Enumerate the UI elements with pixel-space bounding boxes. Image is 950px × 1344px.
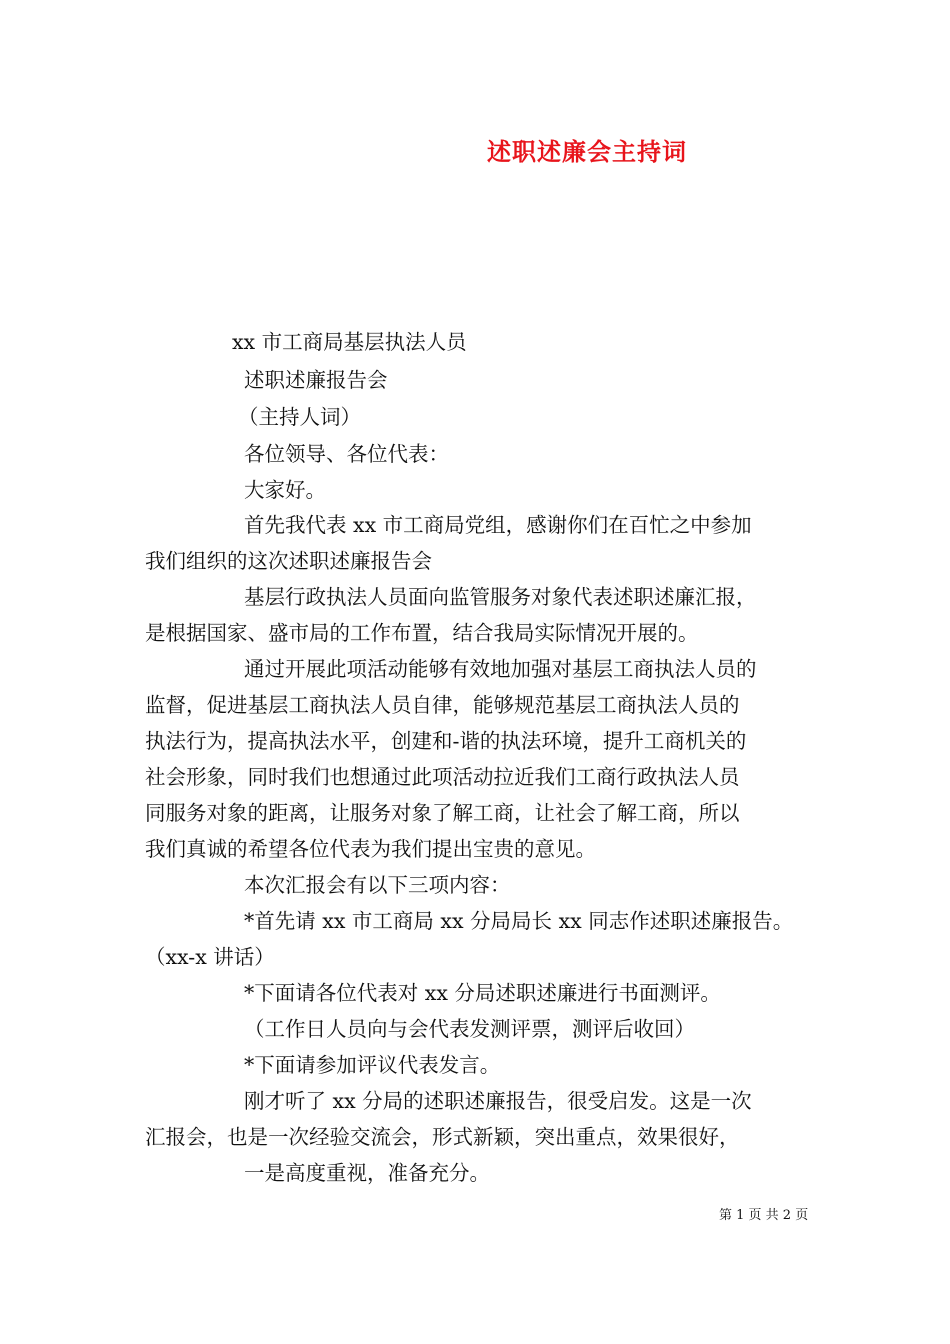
text-line: *首先请 xx 市工商局 xx 分局局长 xx 同志作述职述廉报告。	[244, 909, 794, 933]
text-line: 刚才听了 xx 分局的述职述廉报告，很受启发。这是一次	[244, 1089, 752, 1113]
text-line: 是根据国家、盛市局的工作布置，结合我局实际情况开展的。	[145, 621, 699, 645]
text-line: 我们组织的这次述职述廉报告会	[145, 549, 432, 573]
text-line: 监督，促进基层工商执法人员自律，能够规范基层工商执法人员的	[145, 693, 740, 717]
text-line: 我们真诚的希望各位代表为我们提出宝贵的意见。	[145, 837, 596, 861]
text-line: 大家好。	[244, 478, 326, 502]
text-line: （xx-x 讲话）	[145, 945, 275, 969]
text-line: 一是高度重视，准备充分。	[244, 1161, 490, 1185]
text-line: 通过开展此项活动能够有效地加强对基层工商执法人员的	[244, 657, 757, 681]
text-line: *下面请各位代表对 xx 分局述职述廉进行书面测评。	[244, 981, 721, 1005]
text-line: （主持人词）	[238, 405, 361, 429]
text-line: 基层行政执法人员面向监管服务对象代表述职述廉汇报，	[244, 585, 757, 609]
text-line: 执法行为，提高执法水平，创建和-谐的执法环境，提升工商机关的	[145, 729, 747, 753]
text-line: 述职述廉报告会	[244, 368, 388, 392]
text-line: 首先我代表 xx 市工商局党组，感谢你们在百忙之中参加	[244, 513, 752, 537]
text-line: 本次汇报会有以下三项内容：	[244, 873, 511, 897]
document-title: 述职述廉会主持词	[487, 138, 687, 166]
text-line: xx 市工商局基层执法人员	[232, 330, 467, 354]
text-line: 汇报会，也是一次经验交流会，形式新颖，突出重点，效果很好，	[145, 1125, 740, 1149]
page-number: 第 1 页 共 2 页	[719, 1208, 809, 1223]
text-line: 各位领导、各位代表：	[244, 442, 449, 466]
text-line: 同服务对象的距离，让服务对象了解工商，让社会了解工商，所以	[145, 801, 740, 825]
text-line: （工作日人员向与会代表发测评票，测评后收回）	[244, 1017, 695, 1041]
text-line: 社会形象，同时我们也想通过此项活动拉近我们工商行政执法人员	[145, 765, 740, 789]
text-line: *下面请参加评议代表发言。	[244, 1053, 501, 1077]
